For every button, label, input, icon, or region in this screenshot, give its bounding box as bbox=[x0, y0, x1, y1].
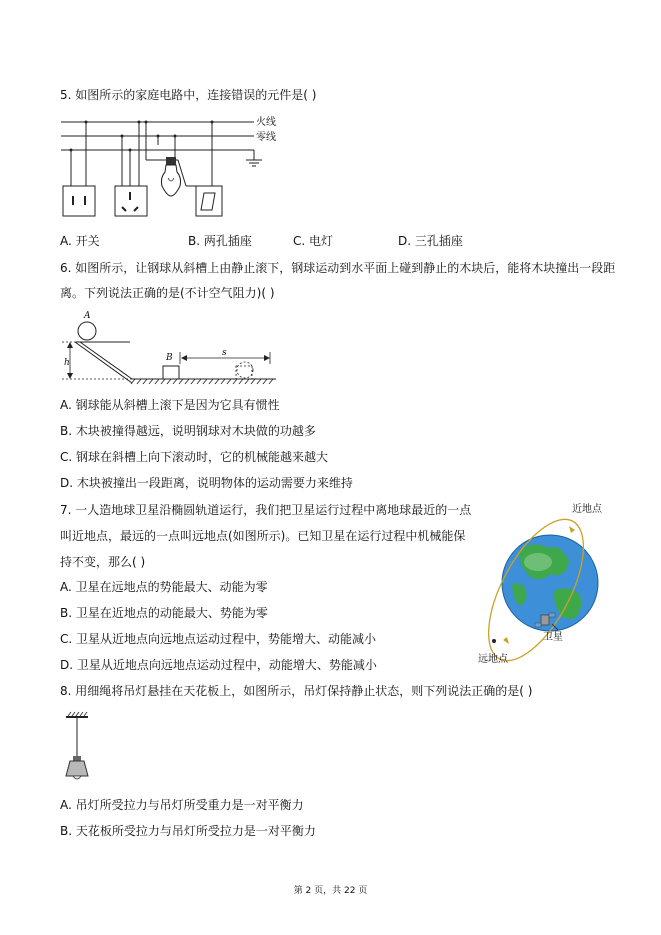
satellite-label: 卫星 bbox=[543, 632, 563, 643]
q7-option-a[interactable]: A. 卫星在远地点的势能最大、动能为零 bbox=[60, 580, 268, 594]
q6-option-c[interactable]: C. 钢球在斜槽上向下滚动时，它的机械能越来越大 bbox=[60, 450, 329, 464]
q7-option-d[interactable]: D. 卫星从近地点向远地点运动过程中，动能增大、势能减小 bbox=[60, 658, 377, 672]
height-label-h: h bbox=[64, 358, 70, 368]
q7-option-c[interactable]: C. 卫星从近地点向远地点运动过程中，势能增大、动能减小 bbox=[60, 632, 377, 646]
q6-option-d[interactable]: D. 木块被撞出一段距离，说明物体的运动需要力来维持 bbox=[60, 476, 353, 490]
q7-stem-line1: 7. 一人造地球卫星沿椭圆轨道运行，我们把卫星运行过程中离地球最近的一点 bbox=[60, 503, 472, 517]
q5-option-c[interactable]: C. 电灯 bbox=[293, 234, 334, 248]
q8-stem: 8. 用细绳将吊灯悬挂在天花板上，如图所示，吊灯保持静止状态，则下列说法正确的是( ) bbox=[60, 684, 533, 698]
page-footer: 第 2 页，共 22 页 bbox=[293, 886, 368, 896]
neutral-wire-label: 零线 bbox=[256, 132, 276, 143]
q6-option-a[interactable]: A. 钢球能从斜槽上滚下是因为它具有惯性 bbox=[60, 398, 280, 412]
live-wire-label: 火线 bbox=[256, 117, 276, 128]
ball-label-a: A bbox=[84, 311, 91, 321]
q8-option-b[interactable]: B. 天花板所受拉力与吊灯所受拉力是一对平衡力 bbox=[60, 824, 316, 838]
q6-stem-line1: 6. 如图所示，让钢球从斜槽上由静止滚下，钢球运动到水平面上碰到静止的木块后，能将木块撞出一段距 bbox=[60, 261, 616, 275]
block-label-b: B bbox=[166, 353, 173, 363]
q7-stem-line2: 叫近地点，最远的一点叫远地点(如图所示)。已知卫星在运行过程中机械能保 bbox=[60, 529, 466, 543]
q7-option-b[interactable]: B. 卫星在近地点的动能最大、势能为零 bbox=[60, 606, 268, 620]
q5-option-b[interactable]: B. 两孔插座 bbox=[188, 234, 252, 248]
q5-option-d[interactable]: D. 三孔插座 bbox=[398, 234, 463, 248]
q5-stem: 5. 如图所示的家庭电路中，连接错误的元件是( ) bbox=[60, 88, 317, 102]
apogee-label: 远地点 bbox=[478, 654, 508, 665]
distance-label-s: s bbox=[222, 348, 227, 358]
q6-stem-line2: 离。下列说法正确的是(不计空气阻力)( ) bbox=[60, 286, 275, 300]
q5-option-a[interactable]: A. 开关 bbox=[60, 234, 100, 248]
q7-stem-line3: 持不变，那么( ) bbox=[60, 555, 146, 569]
q6-option-b[interactable]: B. 木块被撞得越远，说明钢球对木块做的功越多 bbox=[60, 424, 316, 438]
q8-option-a[interactable]: A. 吊灯所受拉力与吊灯所受重力是一对平衡力 bbox=[60, 798, 304, 812]
perigee-label: 近地点 bbox=[572, 504, 602, 515]
